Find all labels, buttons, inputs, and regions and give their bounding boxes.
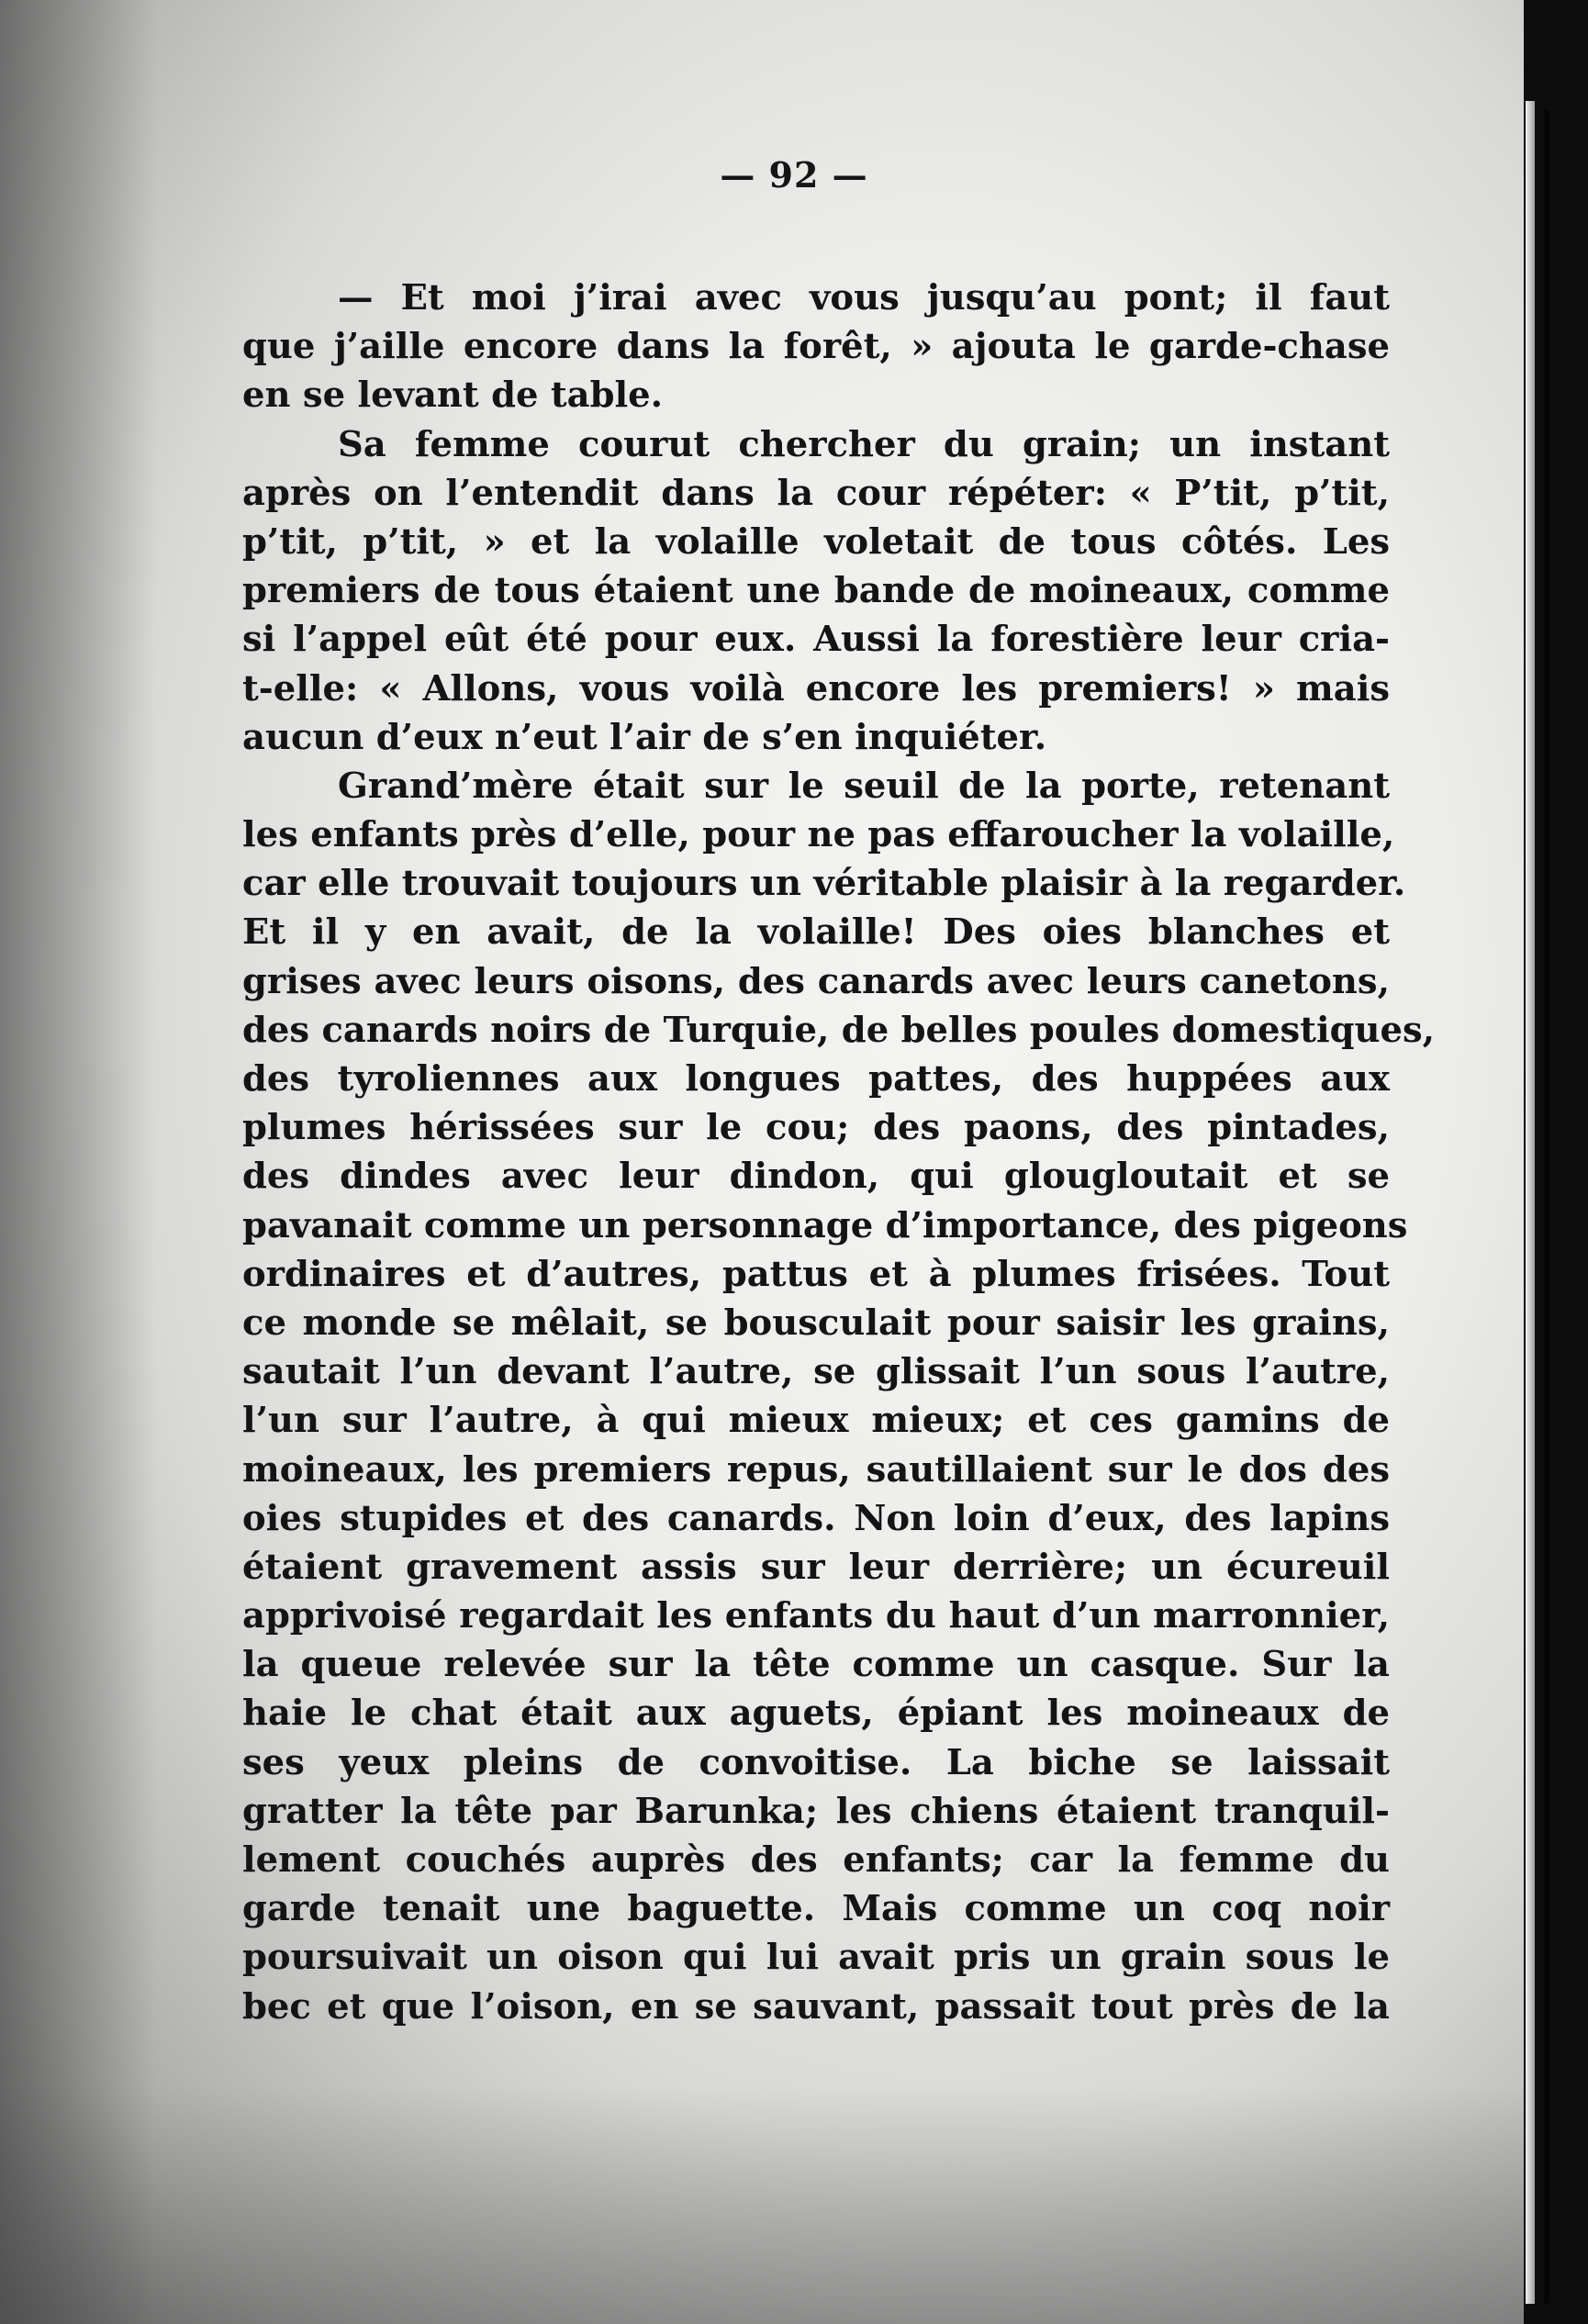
text-line: étaient gravement assis sur leur derrière; un écureuil <box>242 1546 1390 1588</box>
body-text <box>242 274 1436 2031</box>
text-line: premiers de tous étaient une bande de moineaux, comme <box>242 570 1390 612</box>
text-line: lement couchés auprès des enfants; car la femme du <box>242 1839 1390 1881</box>
text-line: plumes hérissées sur le cou; des paons, des pintades, <box>242 1107 1390 1149</box>
text-line: des tyroliennes aux longues pattes, des huppées aux <box>242 1058 1390 1100</box>
text-line: la queue relevée sur la tête comme un casque. Sur la <box>242 1644 1390 1686</box>
page-number: — 92 — <box>720 154 868 196</box>
text-line: des canards noirs de Turquie, de belles poules domestiques, <box>242 1009 1436 1051</box>
text-line: grises avec leurs oisons, des canards avec leurs canetons, <box>242 960 1390 1002</box>
text-line: haie le chat était aux aguets, épiant les moineaux de <box>242 1693 1390 1735</box>
text-line: ordinaires et d’autres, pattus et à plumes frisées. Tout <box>242 1253 1390 1295</box>
text-line: après on l’entendit dans la cour répéter: « P’tit, p’tit, <box>242 472 1390 514</box>
text-line: t-elle: « Allons, vous voilà encore les premiers! » mais <box>242 667 1390 709</box>
text-line: que j’aille encore dans la forêt, » ajouta le garde-chase <box>242 326 1390 368</box>
text-line: les enfants près d’elle, pour ne pas effaroucher la volaille, <box>242 814 1395 856</box>
text-line: si l’appel eût été pour eux. Aussi la forestière leur cria- <box>242 619 1390 661</box>
text-line: Sa femme courut chercher du grain; un instant <box>338 423 1390 465</box>
text-line: pavanait comme un personnage d’importance, des pigeons <box>242 1204 1408 1246</box>
text-line: Et il y en avait, de la volaille! Des oies blanches et <box>242 911 1390 954</box>
text-line: car elle trouvait toujours un véritable plaisir à la regarder. <box>242 863 1406 905</box>
text-line: — Et moi j’irai avec vous jusqu’au pont; il faut <box>338 277 1390 318</box>
text-line: sautait l’un devant l’autre, se glissait l’un sous l’autre, <box>242 1351 1390 1393</box>
text-line: ce monde se mêlait, se bousculait pour saisir les grains, <box>242 1302 1390 1344</box>
text-line: bec et que l’oison, en se sauvant, passait tout près de la <box>242 1985 1390 2028</box>
text-line: garde tenait une baguette. Mais comme un coq noir <box>242 1888 1390 1930</box>
text-line: des dindes avec leur dindon, qui glougloutait et se <box>242 1156 1390 1198</box>
text-line: poursuivait un oison qui lui avait pris un grain sous le <box>242 1937 1390 1979</box>
page-edge-highlight <box>1526 101 1535 2304</box>
text-line: l’un sur l’autre, à qui mieux mieux; et ces gamins de <box>242 1400 1390 1442</box>
text-line: gratter la tête par Barunka; les chiens étaient tranquil- <box>242 1790 1390 1832</box>
binding-rule <box>1544 110 1549 2304</box>
text-line: moineaux, les premiers repus, sautillaient sur le dos des <box>242 1448 1390 1491</box>
text-line: en se levant de table. <box>242 374 664 417</box>
text-line: aucun d’eux n’eut l’air de s’en inquiéter. <box>242 716 1047 758</box>
text-line: oies stupides et des canards. Non loin d’eux, des lapins <box>242 1497 1390 1539</box>
text-line: ses yeux pleins de convoitise. La biche se laissait <box>242 1741 1390 1783</box>
text-line: Grand’mère était sur le seuil de la porte, retenant <box>338 765 1390 807</box>
text-line: p’tit, p’tit, » et la volaille voletait de tous côtés. Les <box>242 520 1390 563</box>
text-line: apprivoisé regardait les enfants du haut d’un marronnier, <box>242 1595 1390 1637</box>
